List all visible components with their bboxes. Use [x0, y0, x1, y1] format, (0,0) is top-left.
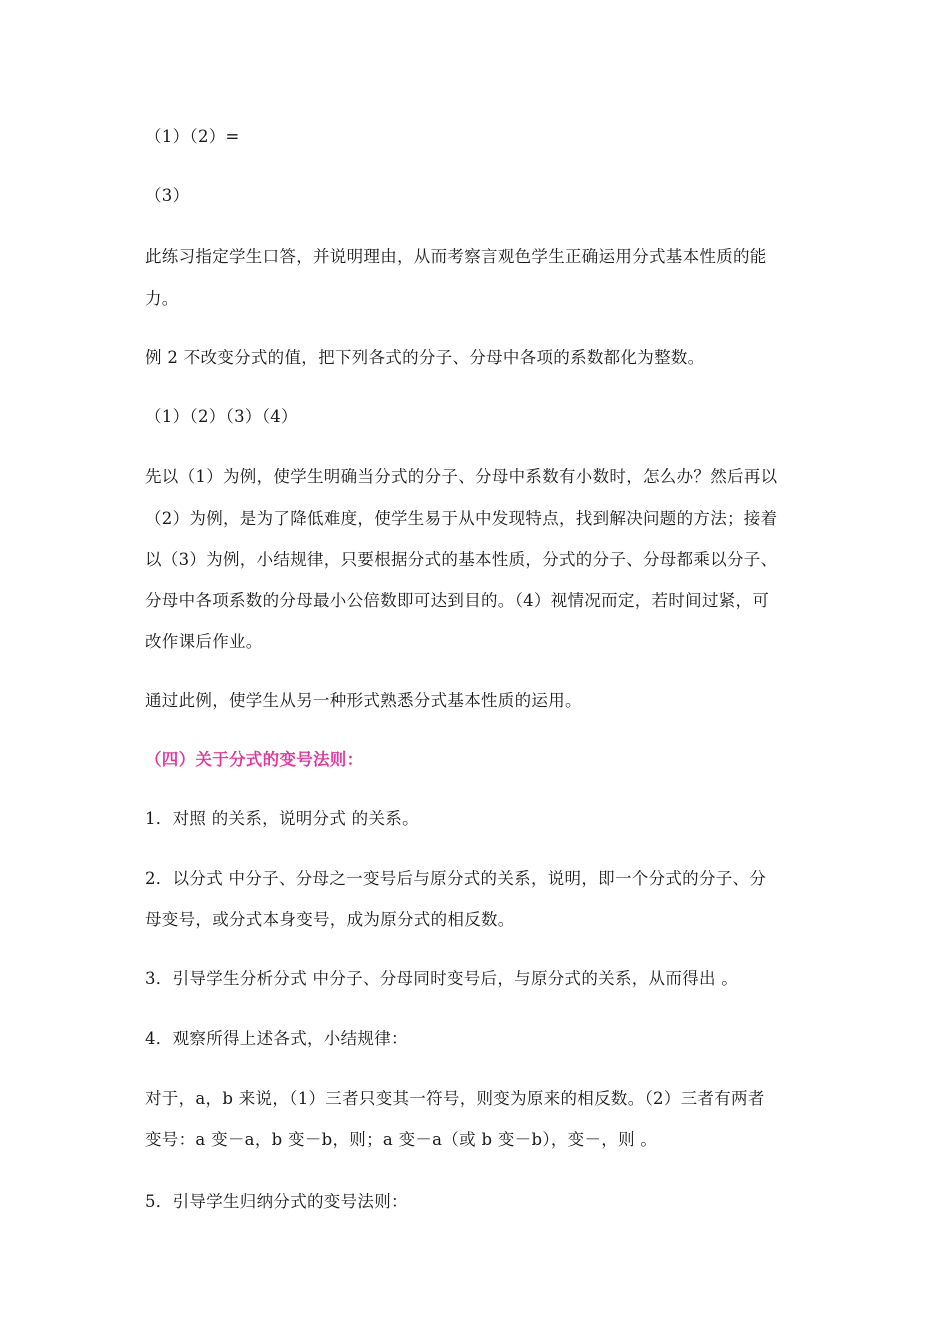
exercise-item-3: （3） — [145, 186, 190, 205]
paragraph-line: 对于，a，b 来说，（1）三者只变其一符号，则变为原来的相反数。（2）三者有两者 — [145, 1089, 765, 1108]
paragraph-line: 以（3）为例，小结规律，只要根据分式的基本性质，分式的分子、分母都乘以分子、 — [145, 550, 778, 569]
example-2-items: （1）（2）（3）（4） — [145, 407, 298, 426]
list-item-1: 1．对照 的关系，说明分式 的关系。 — [145, 809, 419, 828]
paragraph-line: 先以（1）为例，使学生明确当分式的分子、分母中系数有小数时，怎么办？然后再以 — [145, 467, 778, 486]
example-2-statement: 例 2 不改变分式的值，把下列各式的分子、分母中各项的系数都化为整数。 — [145, 348, 705, 367]
exercise-items-1-2: （1）（2）= — [145, 127, 240, 146]
paragraph-line: 通过此例，使学生从另一种形式熟悉分式基本性质的运用。 — [145, 691, 582, 710]
paragraph-line: 变号：a 变－a，b 变－b，则；a 变－a（或 b 变－b），变－，则 。 — [145, 1130, 658, 1149]
list-item-2: 2．以分式 中分子、分母之一变号后与原分式的关系，说明，即一个分式的分子、分 — [145, 869, 767, 888]
section-heading: （四）关于分式的变号法则： — [145, 750, 364, 769]
paragraph-line: 改作课后作业。 — [145, 632, 263, 651]
list-item-2-continued: 母变号，或分式本身变号，成为原分式的相反数。 — [145, 910, 515, 929]
list-item-5: 5．引导学生归纳分式的变号法则： — [145, 1192, 408, 1211]
list-item-3: 3．引导学生分析分式 中分子、分母同时变号后，与原分式的关系，从而得出 。 — [145, 969, 739, 988]
paragraph-line: （2）为例，是为了降低难度，使学生易于从中发现特点，找到解决问题的方法；接着 — [145, 509, 778, 528]
paragraph-line: 此练习指定学生口答，并说明理由，从而考察言观色学生正确运用分式基本性质的能 — [145, 247, 767, 266]
paragraph-line: 力。 — [145, 289, 179, 308]
list-item-4: 4．观察所得上述各式，小结规律： — [145, 1029, 408, 1048]
paragraph-line: 分母中各项系数的分母最小公倍数即可达到目的。（4）视情况而定，若时间过紧，可 — [145, 591, 770, 610]
